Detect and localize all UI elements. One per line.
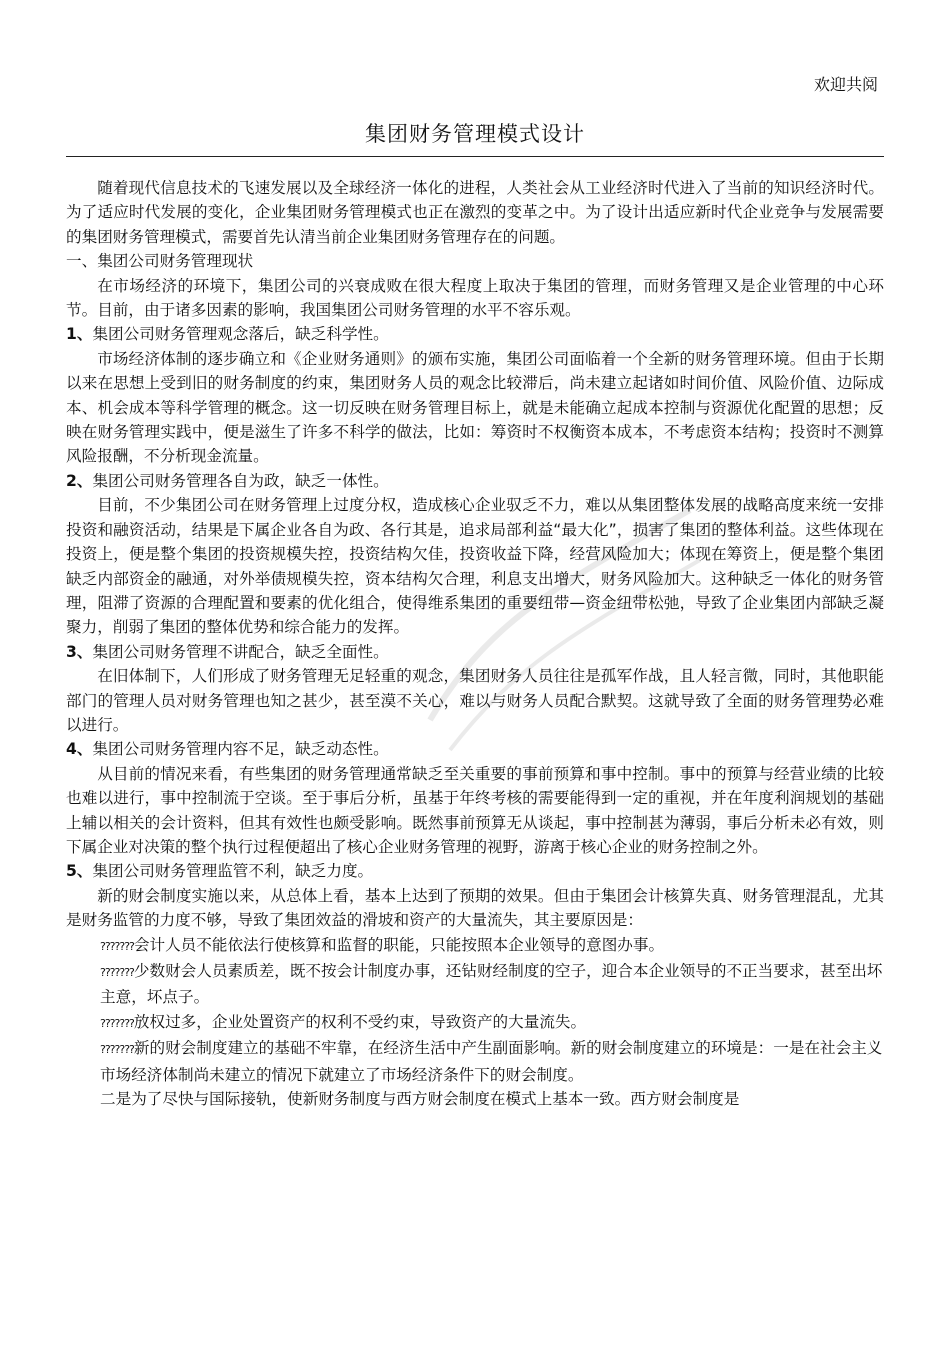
item-number: 2、 (66, 471, 93, 490)
item-number: 4、 (66, 740, 93, 759)
item-number: 3、 (66, 642, 93, 661)
item-4-heading (66, 737, 884, 761)
item-heading-text: 集团公司财务管理观念落后，缺乏科学性。 (92, 325, 389, 344)
item-3-paragraph: 在旧体制下，人们形成了财务管理无足轻重的观念，集团财务人员往往是孤军作战，且人轻言微，同时，其他职能部门的管理人员对财务管理也知之甚少，甚至漠不关心，难以与财务人员配合默契。这就导致了全面的财务管理势必难以进行。 (66, 667, 884, 734)
section-heading: 一、集团公司财务管理现状 (66, 252, 254, 271)
item-5-paragraph: 新的财会制度实施以来，从总体上看，基本上达到了预期的效果。但由于集团会计核算失真、财务管理混乱，尤其是财务监管的力度不够，导致了集团效益的滑坡和资产的大量流失，其主要原因是： (66, 886, 884, 930)
reason-item (66, 1010, 884, 1036)
intro-paragraph: 随着现代信息技术的飞速发展以及全球经济一体化的进程，人类社会从工业经济时代进入了当前的知识经济时代。为了适应时代发展的变化，企业集团财务管理模式也正在激烈的变革之中。为了设计出适应新时代企业竞争与发展需要的集团财务管理模式，需要首先认清当前企业集团财务管理存在的问题。 (66, 179, 884, 246)
item-heading-text: 集团公司财务管理不讲配合，缺乏全面性。 (92, 642, 389, 661)
reason-text: 放权过多，企业处置资产的权利不受约束，导致资产的大量流失。 (133, 1012, 587, 1031)
item-3-heading (66, 640, 884, 664)
reason-item (66, 1036, 884, 1087)
reason-marker: ??????? (100, 966, 134, 979)
item-number: 5、 (66, 862, 93, 881)
item-heading-text: 集团公司财务管理各自为政，缺乏一体性。 (92, 471, 389, 490)
reason-item (66, 933, 884, 959)
item-heading-text: 集团公司财务管理监管不利，缺乏力度。 (92, 862, 374, 881)
reason-marker: ??????? (100, 1016, 134, 1030)
reason-text: 会计人员不能依法行使核算和监督的职能，只能按照本企业领导的意图办事。 (133, 935, 665, 954)
final-line: 二是为了尽快与国际接轨，使新财务制度与西方财会制度在模式上基本一致。西方财会制度是 (100, 1090, 740, 1109)
item-1-paragraph: 市场经济体制的逐步确立和《企业财务通则》的颁布实施，集团公司面临着一个全新的财务管理环境。但由于长期以来在思想上受到旧的财务制度的约束，集团财务人员的观念比较滞后，尚未建立起诸如时间价值、风险价值、边际成本、机会成本等科学管理的概念。这一切反映在财务管理目标上，就是未能确立起成本控制与资源优化配置的思想；反映在财务管理实践中，便是滋生了许多不科学的做法，比如：筹资时不权衡资本成本，不考虑资本结构；投资时不测算风险报酬，不分析现金流量。 (66, 349, 884, 466)
reason-text: 少数财会人员素质差，既不按会计制度办事，还钻财经制度的空子，迎合本企业领导的不正当要求，甚至出坏主意，坏点子。 (100, 962, 883, 1007)
reason-text: 新的财会制度建立的基础不牢靠，在经济生活中产生副面影响。新的财会制度建立的环境是：一是在社会主义市场经济体制尚未建立的情况下就建立了市场经济条件下的财会制度。 (100, 1039, 883, 1084)
header-note: 欢迎共阅 (813, 75, 878, 94)
item-2-paragraph: 目前，不少集团公司在财务管理上过度分权，造成核心企业驭乏不力，难以从集团整体发展的战略高度来统一安排投资和融资活动，结果是下属企业各自为政、各行其是，追求局部利益“最大化”，损害了集团的整体利益。这些体现在投资上，便是整个集团的投资规模失控，投资结构欠佳，投资收益下降，经营风险加大；体现在筹资上，便是整个集团缺乏内部资金的融通，对外举债规模失控，资本结构欠合理，利息支出增大，财务风险加大。这种缺乏一体化的财务管理，阻滞了资源的合理配置和要素的优化组合，使得维系集团的重要纽带—资金纽带松弛，导致了企业集团内部缺乏凝聚力，削弱了集团的整体优势和综合能力的发挥。 (66, 496, 884, 637)
reason-marker: ??????? (100, 1043, 134, 1057)
item-5-heading (66, 859, 884, 883)
reason-marker: ??????? (100, 939, 134, 953)
title-divider (66, 156, 884, 157)
item-heading-text: 集团公司财务管理内容不足，缺乏动态性。 (92, 740, 389, 759)
page-title: 集团财务管理模式设计 (365, 122, 585, 146)
document-body (66, 176, 884, 1111)
item-2-heading (66, 469, 884, 493)
item-1-heading (66, 322, 884, 346)
item-4-paragraph: 从目前的情况来看，有些集团的财务管理通常缺乏至关重要的事前预算和事中控制。事中的预算与经营业绩的比较也难以进行，事中控制流于空谈。至于事后分析，虽基于年终考核的需要能得到一定的重视，并在年度利润规划的基础上辅以相关的会计资料，但其有效性也颇受影响。既然事前预算无从谈起，事中控制甚为薄弱，事后分析未必有效，则下属企业对决策的整个执行过程便超出了核心企业财务管理的视野，游离于核心企业的财务控制之外。 (66, 764, 884, 856)
section-paragraph: 在市场经济的环境下，集团公司的兴衰成败在很大程度上取决于集团的管理，而财务管理又是企业管理的中心环节。目前，由于诸多因素的影响，我国集团公司财务管理的水平不容乐观。 (66, 276, 884, 320)
item-number: 1、 (66, 325, 93, 344)
reason-item (66, 959, 884, 1010)
